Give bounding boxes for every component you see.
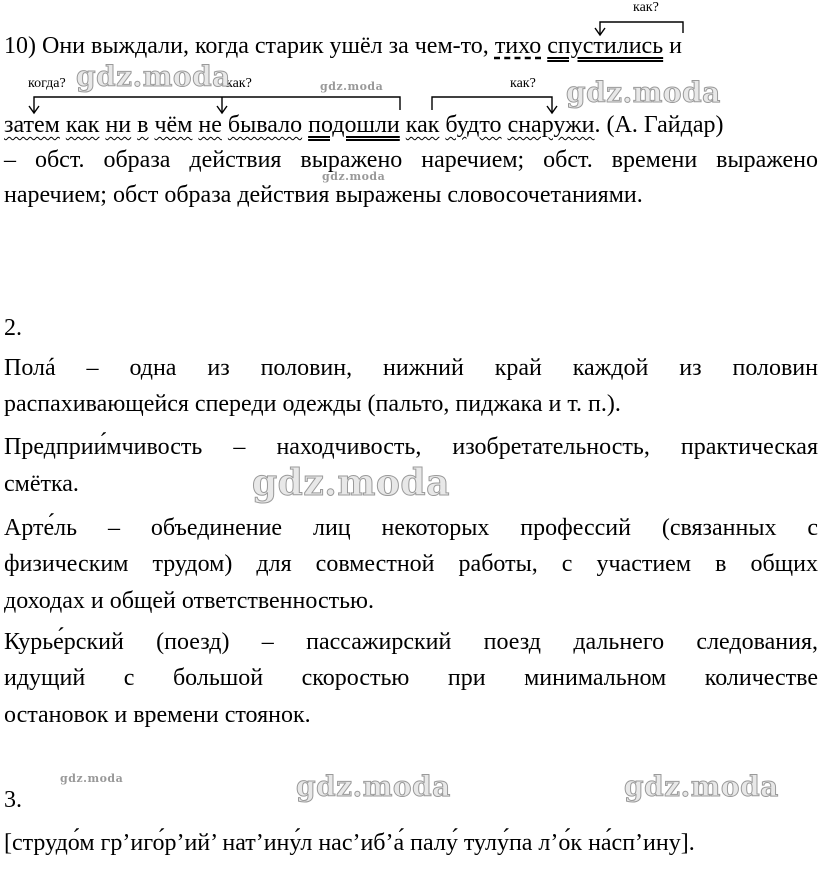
word-spustilis: спустились <box>547 33 664 59</box>
definition-predpriimchivost: Предприи́мчивость – находчивость, изобретательность, практическая <box>4 434 818 460</box>
word-ni: ни <box>105 112 132 138</box>
word-budto: будто <box>445 112 502 138</box>
watermark-logo: gdz.moda <box>624 770 779 803</box>
watermark-logo-small: gdz.moda <box>320 80 384 93</box>
watermark-logo: gdz.moda <box>252 462 450 504</box>
sentence-continue: и <box>663 33 682 59</box>
task3-number: 3. <box>4 787 22 813</box>
watermark-logo: gdz.moda <box>566 76 721 109</box>
question-label-when: когда? <box>28 76 66 91</box>
task10-line-2 <box>4 111 723 139</box>
definition-artel: Арте́ль – объединение лиц некоторых профессий (связанных с <box>4 515 818 541</box>
task10-explanation-1: – обст. образа действия выражено наречием; обст. времени выражено <box>4 147 818 173</box>
definition-artel-cont: физическим трудом) для совместной работы, с участием в общих <box>4 551 818 577</box>
word-snaruzhi: снаружи <box>507 112 595 138</box>
task3-transcription: [струдо́м гр’иго́р’ий’ нат’ину́л нас’иб’а́ палу́ тулу́па л’о́к на́сп’ину]. <box>4 830 695 856</box>
definition-pola-cont: распахивающейся спереди одежды (пальто, пиджака и т. п.). <box>4 391 621 417</box>
question-label-how-2: как? <box>510 76 536 91</box>
task10-explanation-2: наречием; обст образа действия выражены словосочетаниями. <box>4 182 643 208</box>
definition-predpriimchivost-cont: смётка. <box>4 471 79 497</box>
task2-number: 2. <box>4 315 22 341</box>
watermark-logo: gdz.moda <box>296 770 451 803</box>
word-kak: как <box>65 112 100 138</box>
word-byvalo: бывало <box>227 112 303 138</box>
sentence-start: 10) Они выждали, когда старик ушёл за чем-то, <box>4 33 495 59</box>
author-credit: . (А. Гайдар) <box>594 112 724 138</box>
word-zatem: затем <box>4 112 60 138</box>
task10-line-1 <box>4 32 682 60</box>
definition-kurerskiy: Курье́рский (поезд) – пассажирский поезд дальнего следования, <box>4 629 818 655</box>
word-tiho: тихо <box>494 33 542 59</box>
watermark-logo-small: gdz.moda <box>60 772 124 785</box>
word-chem: чём <box>154 112 193 138</box>
definition-artel-end: доходах и общей ответственностью. <box>4 588 374 614</box>
word-podoshli: подошли <box>308 112 400 138</box>
word-ne: не <box>198 112 222 138</box>
definition-kurerskiy-cont: идущий с большой скоростью при минимальном количестве <box>4 665 818 691</box>
word-kak-2: как <box>405 112 440 138</box>
question-label-how-1: как? <box>226 76 252 91</box>
question-label-top: как? <box>633 0 659 15</box>
watermark-logo-small: gdz.moda <box>322 170 386 183</box>
word-v: в <box>137 112 149 138</box>
watermark-logo: gdz.moda <box>76 60 231 93</box>
definition-pola: Полá – одна из половин, нижний край каждой из половин <box>4 355 818 381</box>
definition-kurerskiy-end: остановок и времени стоянок. <box>4 702 311 728</box>
